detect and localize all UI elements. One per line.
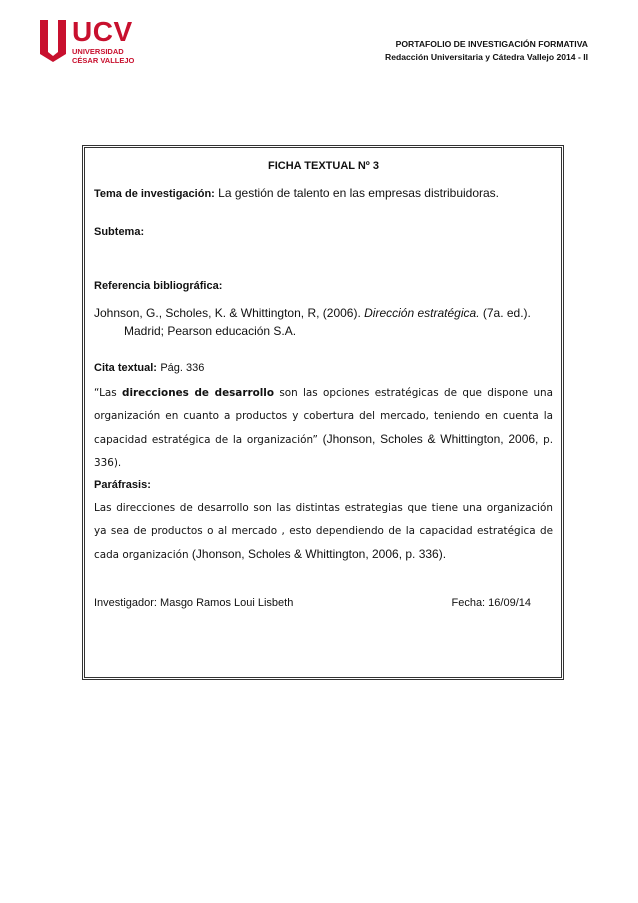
referencia-text (94, 304, 553, 340)
parafrasis-row (94, 477, 553, 493)
logo-ucv-text: UCV (72, 16, 133, 47)
parafrasis-body: Las direcciones de desarrollo son las distintas estrategias que tiene una organización ya sea de productos o al mercado , esto dependiendo de la capacidad estratégica de cada organización (94, 502, 553, 561)
university-logo (38, 18, 158, 70)
investigador-text: Investigador: Masgo Ramos Loui Lisbeth (94, 597, 294, 609)
ficha-title: FICHA TEXTUAL Nº 3 (268, 160, 379, 172)
ficha-frame (82, 145, 564, 680)
ucv-emblem-icon (38, 18, 68, 62)
quote-tail: p. 336). (94, 434, 554, 469)
quote-bold: direcciones de desarrollo (122, 387, 274, 399)
ref-title: Dirección estratégica. (364, 306, 480, 320)
header-line-2: Redacción Universitaria y Cátedra Vallejo 2014 - II (384, 52, 588, 62)
referencia-row (94, 278, 553, 294)
parafrasis-cite: (Jhonson, Scholes & Whittington, 2006, p. 336). (191, 547, 447, 561)
logo-university-text: UNIVERSIDAD (72, 47, 124, 56)
cita-value: Pág. 336 (160, 362, 205, 374)
tema-label: Tema de investigación: (94, 188, 215, 200)
referencia-label: Referencia bibliográfica: (94, 280, 223, 292)
ref-authors: Johnson, G., Scholes, K. & Whittington, R, (2006). (94, 306, 365, 320)
header-line-1: PORTAFOLIO DE INVESTIGACIÓN FORMATIVA (395, 39, 588, 49)
tema-row (94, 186, 553, 202)
ficha-footer (94, 597, 553, 609)
quote-body: son las opciones estratégicas de que dispone una organización en cuanto a productos y cobertura del mercado, teniendo en cuenta la capacidad estratégica de la organización” (94, 387, 554, 446)
subtema-label: Subtema: (94, 226, 145, 238)
cita-textual-quote (94, 382, 553, 475)
quote-cite: (Jhonson, Scholes & Whittington, 2006, (322, 432, 539, 446)
page-header (385, 38, 588, 64)
ref-edition: (7a. ed.). Madrid; Pearson educación S.A. (124, 306, 531, 338)
cita-row (94, 360, 553, 376)
parafrasis-text (94, 497, 553, 567)
parafrasis-label: Paráfrasis: (94, 479, 151, 491)
cita-label: Cita textual: (94, 362, 157, 374)
quote-open: “Las (94, 387, 122, 399)
logo-cesar-vallejo-text: CÉSAR VALLEJO (72, 56, 135, 65)
tema-value: La gestión de talento en las empresas distribuidoras. (218, 186, 500, 200)
fecha-text: Fecha: 16/09/14 (451, 597, 531, 609)
subtema-row (94, 224, 553, 240)
